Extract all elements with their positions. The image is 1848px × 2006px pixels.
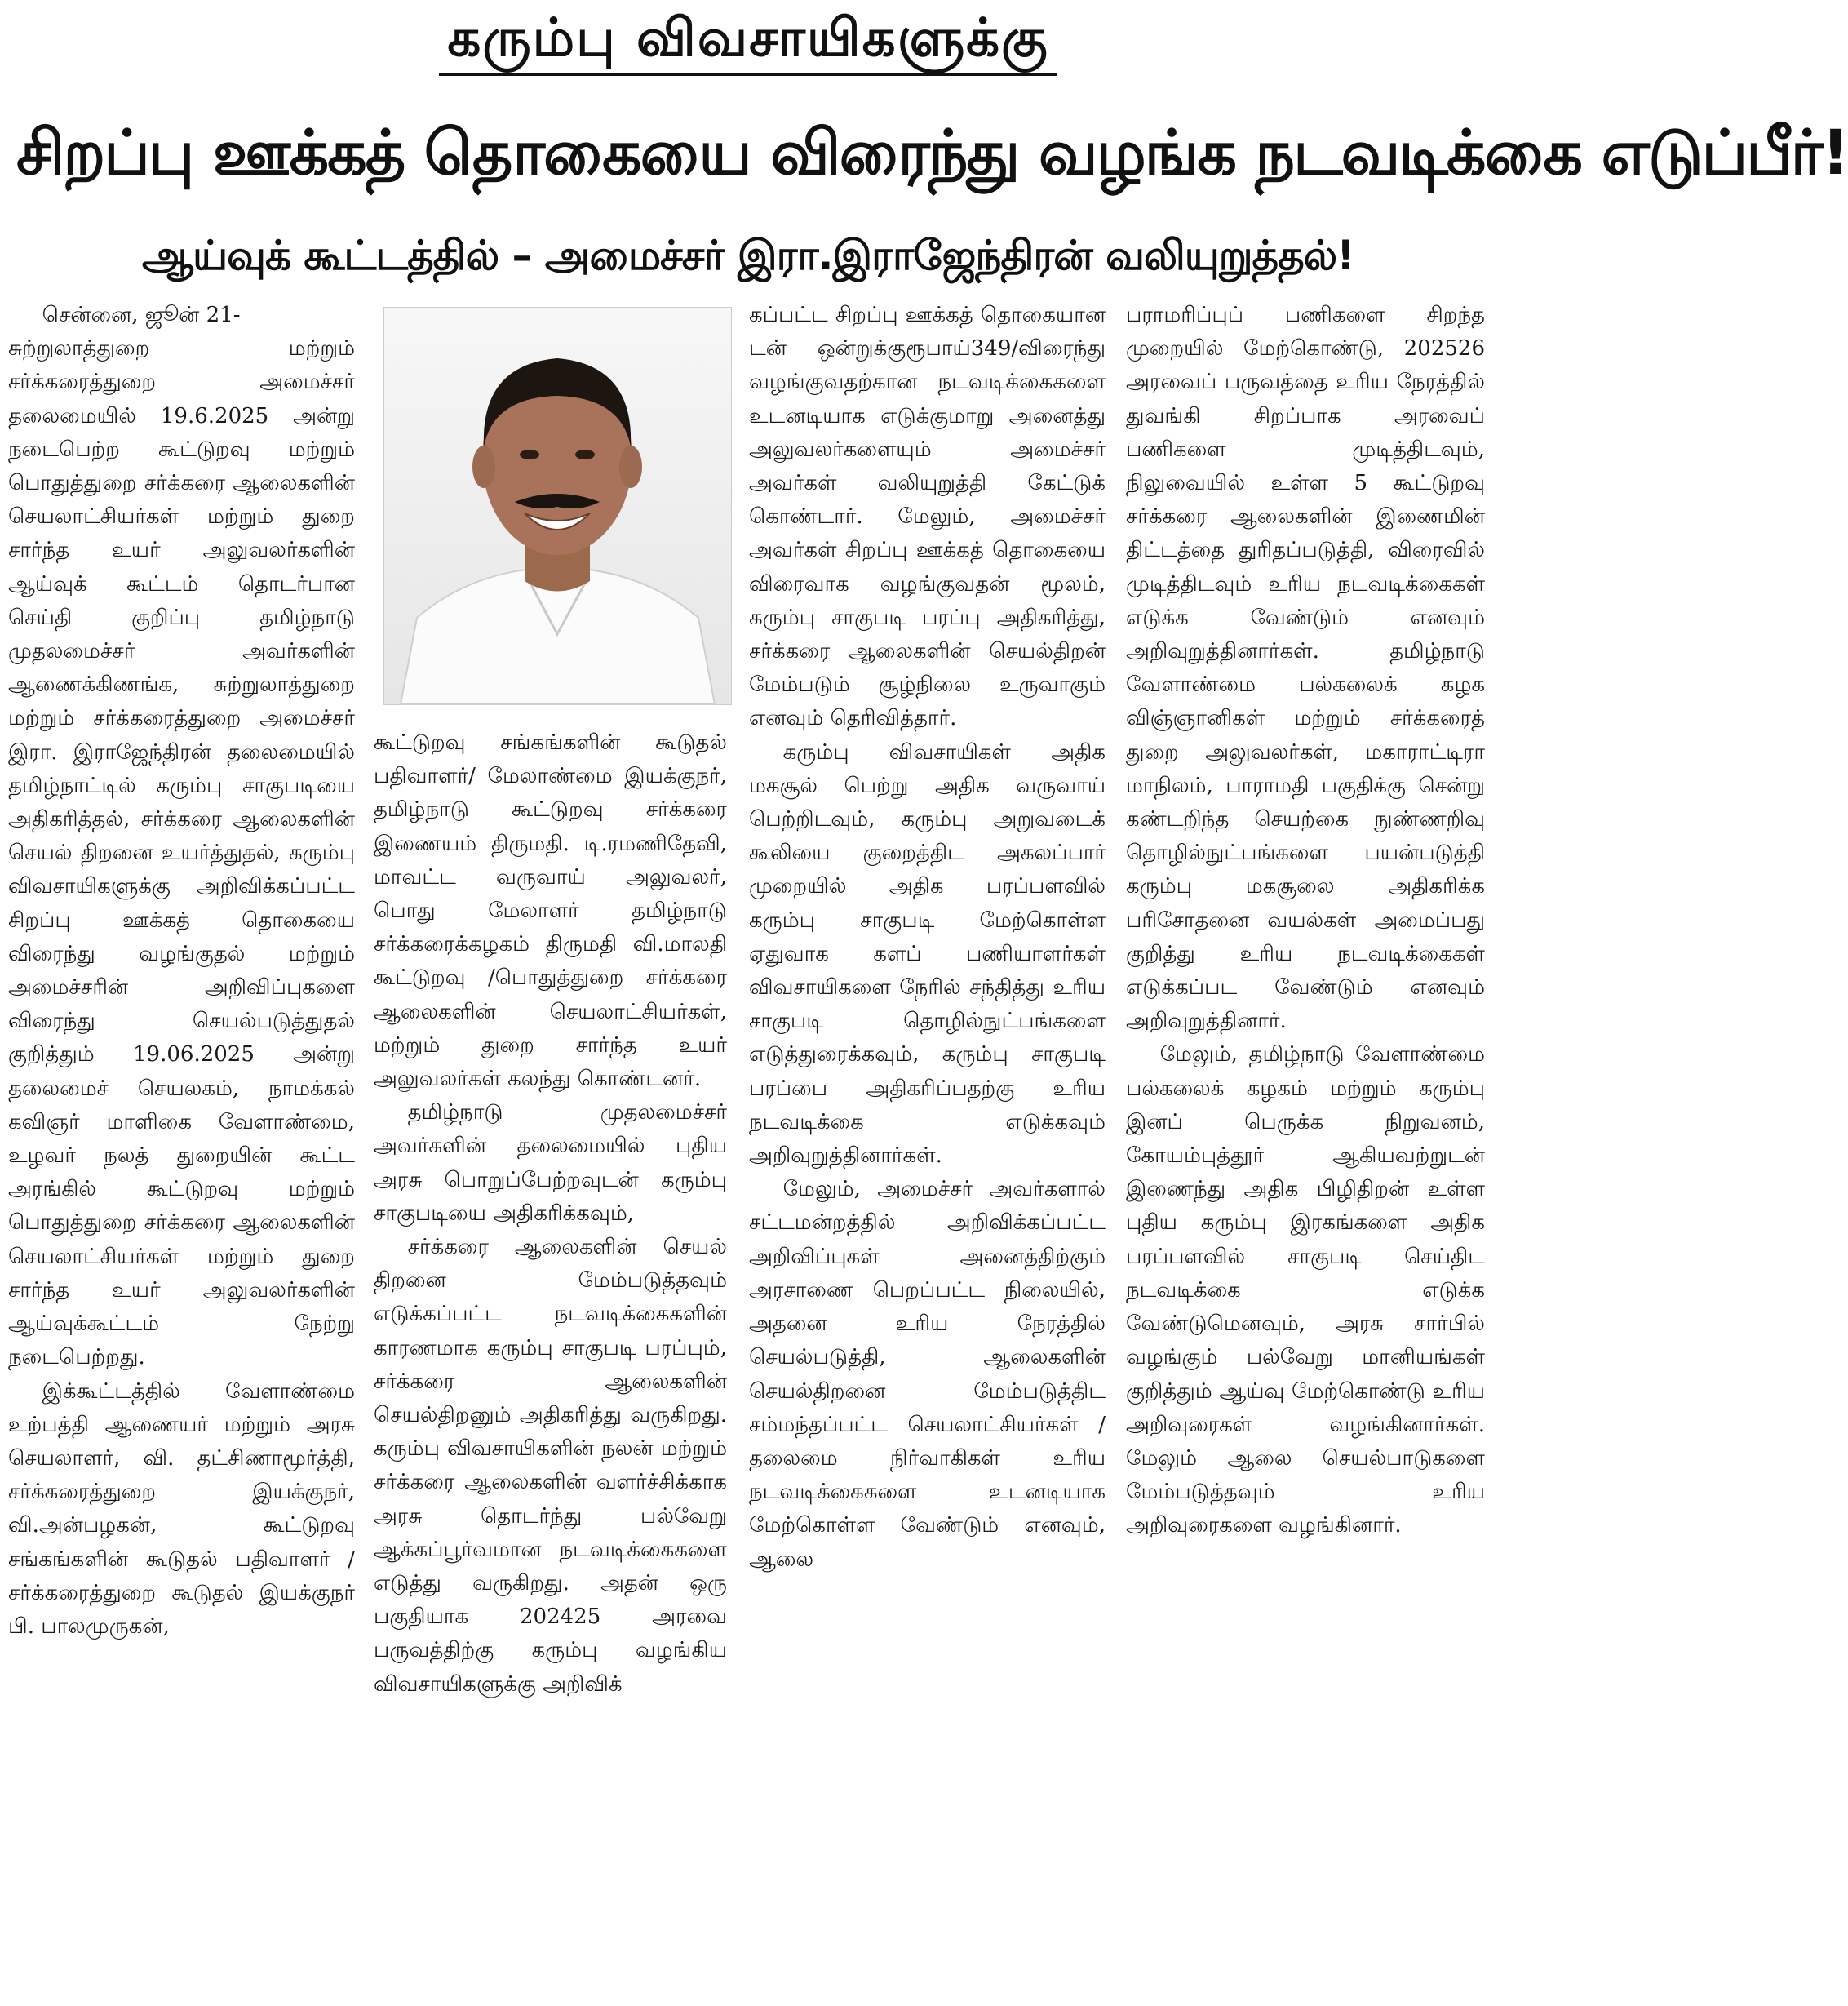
paragraph: கப்பட்ட சிறப்பு ஊக்கத் தொகையான டன் ஒன்றுக்குரூபாய்349/விரைந்து வழங்குவதற்கான நடவடிக்கைகளை உடனடியாக எடுக்குமாறு அனைத்து அலுவலர்களையும் அமைச்சர் அவர்கள் வலியுறுத்தி கேட்டுக் கொண்டார். மேலும், அமைச்சர் அவர்கள் சிறப்பு ஊக்கத் தொகையை விரைவாக வழங்குவதன் மூலம், கரும்பு சாகுபடி பரப்பு அதிகரித்து, சர்க்கரை ஆலைகளின் செயல்திறன் மேம்படும் சூழ்நிலை உருவாகும் எனவும் தெரிவித்தார். — [749, 303, 1106, 731]
dateline: சென்னை, ஜூன் 21- — [42, 303, 241, 327]
paragraph: கரும்பு விவசாயிகள் அதிக மகசூல் பெற்று அதிக வருவாய் பெற்றிடவும், கரும்பு அறுவடைக் கூலியை குறைத்திட அகலப்பார் முறையில் அதிக பரப்பளவில் கரும்பு சாகுபடி மேற்கொள்ள ஏதுவாக களப் பணியாளர்கள் விவசாயிகளை நேரில் சந்தித்து உரிய சாகுபடி தொழில்நுட்பங்களை எடுத்துரைக்கவும், கரும்பு சாகுபடி பரப்பை அதிகரிப்பதற்கு உரிய நடவடிக்கை எடுக்கவும் அறிவுறுத்தினார்கள். — [749, 739, 1106, 1169]
paragraph: சுற்றுலாத்துறை மற்றும் சர்க்கரைத்துறை அமைச்சர் தலைமையில் 19.6.2025 அன்று நடைபெற்ற கூட்டுறவு மற்றும் பொதுத்துறை சர்க்கரை ஆலைகளின் செயலாட்சியர்கள் மற்றும் துறை சார்ந்த உயர் அலுவலர்களின் ஆய்வுக் கூட்டம் தொடர்பான செய்தி குறிப்பு தமிழ்நாடு முதலமைச்சர் அவர்களின் ஆணைக்கிணங்க, சுற்றுலாத்துறை மற்றும் சர்க்கரைத்துறை அமைச்சர் இரா. இராஜேந்திரன் தலைமையில் தமிழ்நாட்டில் கரும்பு சாகுபடியை அதிகரித்தல், சர்க்கரை ஆலைகளின் செயல் திறனை உயர்த்துதல், கரும்பு விவசாயிகளுக்கு அறிவிக்கப்பட்ட சிறப்பு ஊக்கத் தொகையை விரைந்து வழங்குதல் மற்றும் அமைச்சரின் அறிவிப்புகளை விரைந்து செயல்படுத்துதல் குறித்தும் 19.06.2025 அன்று தலைமைச் செயலகம், நாமக்கல் கவிஞர் மாளிகை வேளாண்மை, உழவர் நலத் துறையின் கூட்ட அரங்கில் கூட்டுறவு மற்றும் பொதுத்துறை சர்க்கரை ஆலைகளின் செயலாட்சியர்கள் மற்றும் துறை சார்ந்த உயர் அலுவலர்களின் ஆய்வுக்கூட்டம் நேற்று நடைபெற்றது. — [8, 336, 355, 1370]
subheadline: ஆய்வுக் கூட்டத்தில் – அமைச்சர் இரா.இராஜேந்திரன் வலியுறுத்தல்! — [142, 232, 1354, 279]
article-column-4 — [1126, 299, 1485, 1996]
paragraph: தமிழ்நாடு முதலமைச்சர் அவர்களின் தலைமையில் புதிய அரசு பொறுப்பேற்றவுடன் கரும்பு சாகுபடியை அதிகரிக்கவும், — [374, 1100, 727, 1226]
kicker-text: கரும்பு விவசாயிகளுக்கு — [439, 3, 1057, 76]
article-column-3 — [749, 299, 1106, 1996]
kicker-title — [0, 3, 1496, 82]
paragraph: பராமரிப்புப் பணிகளை சிறந்த முறையில் மேற்கொண்டு, 202526 அரவைப் பருவத்தை உரிய நேரத்தில் துவங்கி சிறப்பாக அரவைப் பணிகளை முடித்திடவும், நிலுவையில் உள்ள 5 கூட்டுறவு சர்க்கரை ஆலைகளின் இணைமின் திட்டத்தை துரிதப்படுத்தி, விரைவில் முடித்திடவும் உரிய நடவடிக்கைகள் எடுக்க வேண்டும் எனவும் அறிவுறுத்தினார்கள். தமிழ்நாடு வேளாண்மை பல்கலைக் கழக விஞ்ஞானிகள் மற்றும் சர்க்கரைத் துறை அலுவலர்கள், மகாராட்டிரா மாநிலம், பாராமதி பகுதிக்கு சென்று கண்டறிந்த செயற்கை நுண்ணறிவு தொழில்நுட்பங்களை பயன்படுத்தி கரும்பு மகசூலை அதிகரிக்க பரிசோதனை வயல்கள் அமைப்பது குறித்து உரிய நடவடிக்கைகள் எடுக்கப்பட வேண்டும் எனவும் அறிவுறுத்தினார். — [1126, 303, 1485, 1034]
portrait-photo-icon — [384, 308, 731, 704]
paragraph: இக்கூட்டத்தில் வேளாண்மை உற்பத்தி ஆணையர் மற்றும் அரசு செயலாளர், வி. தட்சிணாமூர்த்தி, சர்க்கரைத்துறை இயக்குநர், வி.அன்பழகன், கூட்டுறவு சங்கங்களின் கூடுதல் பதிவாளர் / சர்க்கரைத்துறை கூடுதல் இயக்குநர் பி. பாலமுருகன், — [8, 1378, 355, 1639]
article-column-1 — [8, 299, 355, 1996]
minister-portrait-photo — [383, 307, 732, 705]
paragraph: மேலும், தமிழ்நாடு வேளாண்மை பல்கலைக் கழகம் மற்றும் கரும்பு இனப் பெருக்க நிறுவனம், கோயம்புத்தூர் ஆகியவற்றுடன் இணைந்து அதிக பிழிதிறன் உள்ள புதிய கரும்பு இரகங்களை அதிக பரப்பளவில் சாகுபடி செய்திட நடவடிக்கை எடுக்க வேண்டுமெனவும், அரசு சார்பில் வழங்கும் பல்வேறு மானியங்கள் குறித்தும் ஆய்வு மேற்கொண்டு உரிய அறிவுரைகள் வழங்கினார்கள். மேலும் ஆலை செயல்பாடுகளை மேம்படுத்தவும் உரிய அறிவுரைகளை வழங்கினார். — [1126, 1042, 1485, 1538]
paragraph: கூட்டுறவு சங்கங்களின் கூடுதல் பதிவாளர்/ மேலாண்மை இயக்குநர், தமிழ்நாடு கூட்டுறவு சர்க்கரை இணையம் திருமதி. டி.ரமணிதேவி, மாவட்ட வருவாய் அலுவலர், பொது மேலாளர் தமிழ்நாடு சர்க்கரைக்கழகம் திருமதி வி.மாலதி கூட்டுறவு /பொதுத்துறை சர்க்கரை ஆலைகளின் செயலாட்சியர்கள், மற்றும் துறை சார்ந்த உயர் அலுவலர்கள் கலந்து கொண்டனர். — [374, 730, 727, 1092]
paragraph: மேலும், அமைச்சர் அவர்களால் சட்டமன்றத்தில் அறிவிக்கப்பட்ட அறிவிப்புகள் அனைத்திற்கும் அரசாணை பெறப்பட்ட நிலையில், அதனை உரிய நேரத்தில் செயல்படுத்தி, ஆலைகளின் செயல்திறனை மேம்படுத்திட சம்மந்தப்பட்ட செயலாட்சியர்கள் / தலைமை நிர்வாகிகள் உரிய நடவடிக்கைகளை உடனடியாக மேற்கொள்ள வேண்டும் எனவும், ஆலை — [749, 1177, 1106, 1572]
headline: சிறப்பு ஊக்கத் தொகையை விரைந்து வழங்க நடவடிக்கை எடுப்பீர்! — [16, 116, 1848, 189]
article-column-2 — [374, 726, 727, 1996]
paragraph: சர்க்கரை ஆலைகளின் செயல் திறனை மேம்படுத்தவும் எடுக்கப்பட்ட நடவடிக்கைகளின் காரணமாக கரும்பு சாகுபடி பரப்பும், சர்க்கரை ஆலைகளின் செயல்திறனும் அதிகரித்து வருகிறது. கரும்பு விவசாயிகளின் நலன் மற்றும் சர்க்கரை ஆலைகளின் வளர்ச்சிக்காக அரசு தொடர்ந்து பல்வேறு ஆக்கப்பூர்வமான நடவடிக்கைகளை எடுத்து வருகிறது. அதன் ஒரு பகுதியாக 202425 அரவை பருவத்திற்கு கரும்பு வழங்கிய விவசாயிகளுக்கு அறிவிக் — [374, 1235, 727, 1697]
